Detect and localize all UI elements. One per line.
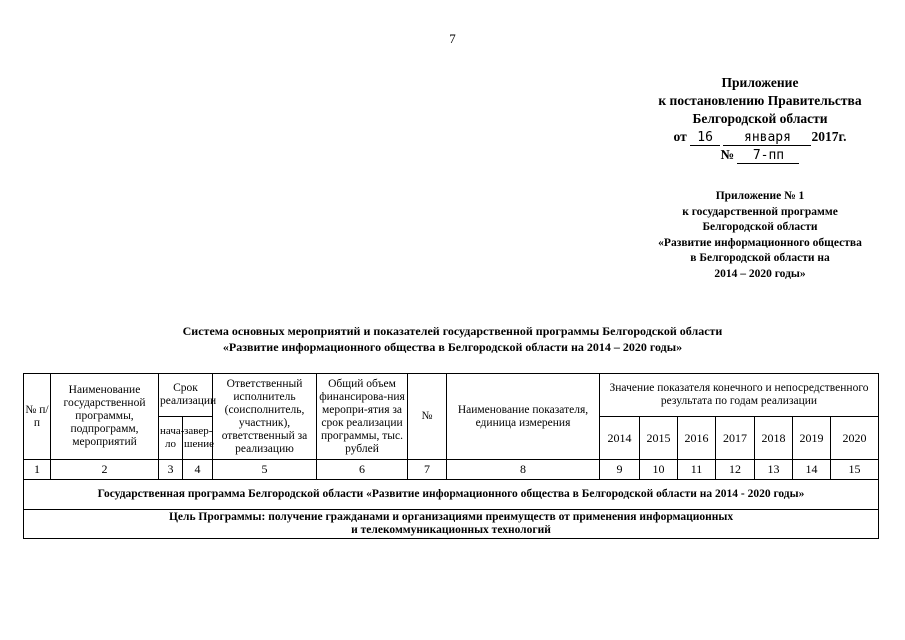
goal-line: и телекоммуникационных технологий [351,524,551,536]
appendix-line: Белгородской области [692,111,828,126]
column-number: 3 [159,460,183,480]
header-term-start: нача-ло [159,417,183,460]
column-number: 7 [408,460,447,480]
appendix2-line: в Белгородской области на [690,252,830,264]
title-line: Система основных мероприятий и показателей государственной программы Белгородской области [182,324,723,338]
program-table [23,373,879,539]
column-number: 10 [640,460,678,480]
header-funding: Общий объем финансирова-ния меропри-ятия за срок реализации программы, тыс. рублей [317,374,408,460]
column-number: 9 [600,460,640,480]
column-number: 8 [447,460,600,480]
date-suffix: г. [838,129,847,144]
number-prefix: № [720,147,735,162]
header-num: № п/п [24,374,51,460]
appendix-title: Приложение [721,75,799,90]
date-prefix: от [673,129,687,144]
title-line: «Развитие информационного общества в Белгородской области на 2014 – 2020 годы» [222,339,683,354]
program-row: Государственная программа Белгородской области «Развитие информационного общества в Белгородской области на 2014 - 2020 годы» [24,480,879,510]
appendix-program-block [620,189,900,282]
header-year: 2015 [640,417,678,460]
header-term: Срок реализации [159,374,213,417]
appendix-block [600,74,905,164]
header-year: 2017 [716,417,755,460]
column-number: 5 [213,460,317,480]
header-term-end: завер-шение [183,417,213,460]
date-year: 2017 [811,129,839,144]
date-day: 16 [690,131,720,146]
column-number: 13 [755,460,793,480]
header-indicator-name: Наименование показателя, единица измерения [447,374,600,460]
column-number: 2 [51,460,159,480]
column-number: 12 [716,460,755,480]
appendix-line: к постановлению Правительства [658,93,862,108]
header-indicator-num: № [408,374,447,460]
column-number: 11 [678,460,716,480]
header-year: 2016 [678,417,716,460]
appendix2-line: «Развитие информационного общества [658,236,862,249]
appendix2-line: к государственной программе [682,205,838,218]
header-year: 2014 [600,417,640,460]
column-number: 4 [183,460,213,480]
header-year: 2020 [831,417,879,460]
appendix-date-line [600,128,905,146]
goal-row [24,510,879,539]
header-name: Наименование государственной программы, подпрограмм, мероприятий [51,374,159,460]
appendix2-line: 2014 – 2020 годы» [714,267,806,280]
appendix-number-line [600,146,905,164]
header-year: 2018 [755,417,793,460]
appendix2-line: Белгородской области [702,221,818,233]
goal-line: Цель Программы: получение гражданами и организациями преимуществ от применения информационных [168,511,734,523]
date-month: января [723,131,811,146]
header-year: 2019 [793,417,831,460]
header-responsible: Ответственный исполнитель (соисполнитель, участник), ответственный за реализацию [213,374,317,460]
appendix2-title: Приложение № 1 [715,190,805,202]
document-title [0,324,905,355]
document-number: 7-пп [737,149,799,164]
column-number: 1 [24,460,51,480]
page-number: 7 [449,31,456,46]
header-values: Значение показателя конечного и непосредственного результата по годам реализации [600,374,879,417]
column-number: 14 [793,460,831,480]
column-number: 6 [317,460,408,480]
column-number: 15 [831,460,879,480]
